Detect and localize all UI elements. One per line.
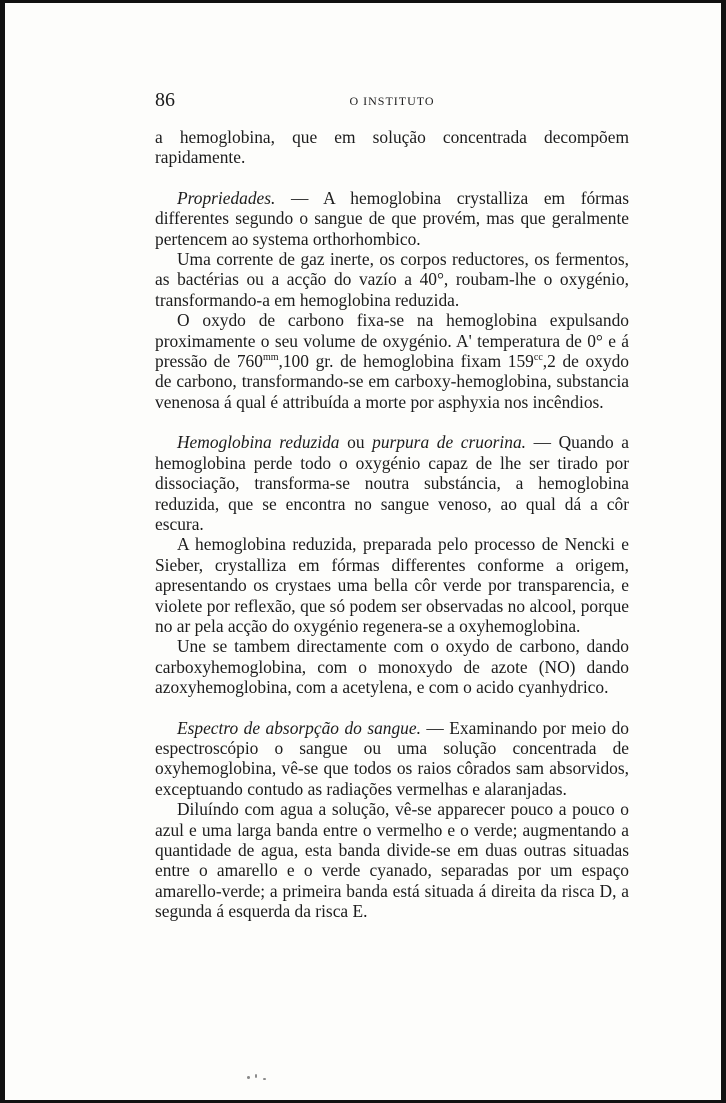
paragraph-text: O oxydo de carbono fixa-se na hemoglobina expulsando proximamente o seu volume de oxygénio. A' temperatura de 0° e á pressão de 760 — [155, 310, 629, 372]
paragraph-text: Quando a hemoglobina perde todo o oxygénio capaz de lhe ser tirado por dissociação, transforma-se noutra substáncia, a hemoglobina reduzida, que se encontra no sangue venoso, ao qual dá a côr escura. — [155, 432, 629, 534]
page-number: 86 — [155, 89, 175, 111]
paragraph — [155, 799, 629, 921]
paragraph — [155, 636, 629, 697]
paragraph-propriedades — [155, 188, 629, 249]
body-text — [155, 127, 629, 922]
em-dash: — — [420, 717, 450, 738]
print-speck — [245, 1073, 275, 1083]
page-header — [155, 87, 629, 113]
paragraph-text: A hemoglobina reduzida, preparada pelo processo de Nencki e Sieber, crystalliza em fórmas differentes conforme a origem, apresentando os crystaes uma bella côr verde por transparencia, e violete por reflexão, que só podem ser observadas no alcool, porque no ar pela acção do oxygénio regenera-se a oxyhemoglobina. — [155, 534, 629, 636]
superscript: mm — [262, 352, 279, 364]
paragraph-text: ,100 gr. de hemoglobina fixam 159 — [278, 351, 534, 372]
paragraph-continuation — [155, 127, 629, 168]
paragraph-text: Examinando por meio do espectroscópio o sangue ou uma solução concentrada de oxyhemoglobina, vê-se que todos os raios côrados sam absorvidos, exceptuando contudo as radiações vermelhas e alaranjadas. — [155, 717, 629, 799]
paragraph-text: ,2 de oxydo de carbono, transformando-se em carboxy-hemoglobina, substancia venenosa á qual é attribuída a morte por asphyxia nos incêndios. — [155, 351, 629, 412]
superscript: cc — [533, 352, 543, 364]
paragraph — [155, 249, 629, 310]
em-dash: — — [525, 432, 559, 453]
section-heading: Hemoglobina reduzida — [177, 432, 340, 453]
paragraph-espectro — [155, 718, 629, 800]
connector-text: ou — [339, 432, 373, 453]
paragraph-text: A hemoglobina crystalliza em fórmas differentes segundo o sangue de que provém, mas que geralmente pertencem ao systema orthorhombico. — [155, 187, 629, 249]
section-heading: purpura de cruorina. — [372, 432, 526, 453]
em-dash: — — [275, 187, 324, 208]
section-heading: Espectro de absorpção do sangue. — [177, 717, 421, 738]
paragraph-text: Uma corrente de gaz inerte, os corpos reductores, os fermentos, as bactérias ou a acção do vazío a 40°, roubam-lhe o oxygénio, transformando-a em hemoglobina reduzida. — [155, 249, 629, 310]
paragraph-text: Une se tambem directamente com o oxydo de carbono, dando carboxyhemoglobina, com o monoxydo de azote (NO) dando azoxyhemoglobina, com a acetylena, e com o acido cyanhydrico. — [155, 636, 629, 698]
paragraph — [155, 310, 629, 412]
paragraph-hemoglobina-reduzida — [155, 432, 629, 534]
paragraph-text: a hemoglobina, que em solução concentrada decompõem rapidamente. — [155, 127, 629, 168]
section-heading: Propriedades. — [177, 187, 276, 208]
paragraph — [155, 534, 629, 636]
running-head: O INSTITUTO — [349, 94, 435, 108]
paragraph-text: Diluíndo com agua a solução, vê-se apparecer pouco a pouco o azul e uma larga banda entre o vermelho e o verde; augmentando a quantidade de agua, esta banda divide-se em duas outras situadas entre o amarello e o verde cyanado, separadas por um espaço amarello-verde; a primeira banda está situada á direita da risca D, a segunda á esquerda da risca E. — [155, 799, 629, 922]
